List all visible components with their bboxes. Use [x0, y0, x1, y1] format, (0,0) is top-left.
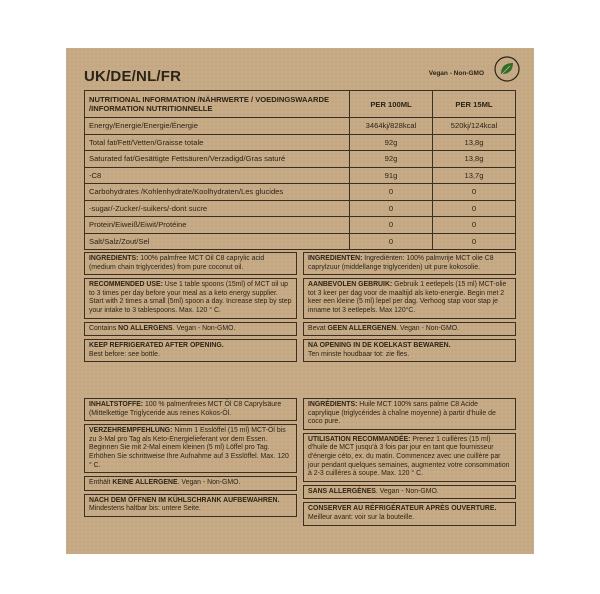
allergen-prefix: Bevat: [308, 324, 328, 332]
value-15ml: 0: [433, 184, 516, 201]
best-before-text: Mindestens haltbar bis: untere Seite.: [89, 505, 201, 513]
allergen-emphasis: GEEN ALLERGENEN: [327, 324, 397, 332]
de-info-block: [84, 398, 297, 520]
value-100ml: 0: [350, 184, 433, 201]
ingredients-label: INHALTSTOFFE:: [89, 401, 144, 408]
ingredients-box: [303, 252, 516, 275]
ingredients-text: 100% palmfree MCT Oil C8 caprylic acid (medium chain triglycerides) from pure coconut oil.: [89, 255, 265, 271]
nl-info-block: [303, 252, 516, 365]
storage-box: [303, 339, 516, 362]
value-100ml: 0: [350, 200, 433, 217]
storage-box: [84, 494, 297, 517]
recommended-use-label: UTILISATION RECOMMANDÉE:: [308, 435, 411, 443]
recommended-use-text: Gebruik 1 eetlepels (15 ml) MCT-olie tot 3 keer per dag voor de maaltijd als keto-energie. Begin met 2 keer een kleine (5 ml) lepel per dag. Verhoog stap voor stap je inname tot 3 eetlepels. Max 120°C.: [308, 281, 507, 314]
recommended-use-text: Prenez 1 cuillères (15 ml) d'huile de MCT jusqu'à 3 fois par jour en tant que fournisseur d'énergie céto, ex. du matin. Commencez avec une cuillère par jour pendant quelques semaines, augmentez votre consommation à 2-3 cuillères à soupe. Max. 120 ° C.: [308, 435, 510, 478]
leaf-icon: [494, 56, 520, 82]
ingredients-label: INGREDIENTS:: [89, 255, 139, 262]
value-15ml: 0: [433, 217, 516, 234]
table-row: [85, 217, 516, 234]
recommended-use-box: [303, 433, 516, 482]
allergen-suffix: . Vegan - Non-GMO.: [396, 324, 460, 332]
per-15ml-header: PER 15ML: [433, 91, 516, 118]
recommended-use-box: [303, 278, 516, 318]
best-before-text: Best before: see bottle.: [89, 350, 160, 358]
table-row: [85, 151, 516, 168]
value-100ml: 92g: [350, 151, 433, 168]
nutrient-label: Saturated fat/Gesättigte Fettsäuren/Verzadigd/Gras saturé: [85, 151, 350, 168]
value-15ml: 13,8g: [433, 134, 516, 151]
recommended-use-label: AANBEVOLEN GEBRUIK:: [308, 281, 393, 289]
recommended-use-box: [84, 424, 297, 473]
allergen-suffix: . Vegan - Non-GMO.: [177, 479, 241, 487]
best-before-text: Meilleur avant: voir sur la bouteille.: [308, 513, 415, 521]
storage-instruction: NA OPENING IN DE KOELKAST BEWAREN.: [308, 342, 451, 350]
value-15ml: 13,7g: [433, 167, 516, 184]
uk-info-block: [84, 252, 297, 365]
table-row: [85, 118, 516, 135]
recommended-use-box: [84, 278, 297, 318]
allergen-box: [84, 322, 297, 337]
allergen-box: [303, 322, 516, 337]
value-100ml: 91g: [350, 167, 433, 184]
nutrition-table-header: NUTRITIONAL INFORMATION /NÄHRWERTE / VOEDINGSWAARDE /INFORMATION NUTRITIONNELLE: [85, 91, 350, 118]
allergen-prefix: Contains: [89, 324, 119, 332]
table-row: [85, 233, 516, 250]
value-100ml: 0: [350, 217, 433, 234]
value-15ml: 520kj/124kcal: [433, 118, 516, 135]
allergen-emphasis: SANS ALLERGÈNES: [308, 487, 376, 495]
storage-instruction: NACH DEM ÖFFNEN IM KÜHLSCHRANK AUFBEWAHREN.: [89, 496, 280, 504]
recommended-use-label: VERZEHREMPFEHLUNG:: [89, 427, 173, 435]
ingredients-label: INGREDIENTEN:: [308, 255, 363, 262]
allergen-suffix: . Vegan - Non-GMO.: [172, 324, 236, 332]
ingredients-text: Huile MCT 100% sans palme C8 Acide caprylique (triglycérides à chaîne moyenne) à partir d'huile de coco pure.: [308, 401, 496, 426]
best-before-text: Ten minste houdbaar tot: zie fles.: [308, 350, 410, 358]
ingredients-box: [84, 398, 297, 421]
storage-instruction: CONSERVER AU RÉFRIGÉRATEUR APRÈS OUVERTURE.: [308, 505, 497, 513]
ingredients-box: [84, 252, 297, 275]
ingredients-label: INGRÉDIENTS:: [308, 401, 358, 408]
table-row: [85, 134, 516, 151]
nutrient-label: Energy/Energie/Energie/Énergie: [85, 118, 350, 135]
allergen-box: [84, 476, 297, 491]
ingredients-box: [303, 398, 516, 430]
per-100ml-header: PER 100ML: [350, 91, 433, 118]
nutrient-label: -sugar/-Zucker/-suikers/-dont sucre: [85, 200, 350, 217]
nutrition-table: [84, 90, 516, 250]
table-row: [85, 167, 516, 184]
region-codes: UK/DE/NL/FR: [84, 68, 182, 85]
value-15ml: 0: [433, 200, 516, 217]
allergen-emphasis: KEINE ALLERGENE: [112, 479, 178, 487]
recommended-use-text: Use 1 table spoons (15ml) of MCT oil up to 3 times per day before your meal as a keto energy supplier. Start with 2 times a small (5ml) spoon a day. Increase step by step your intake to 3 tablespoons. Max. 120 ° C.: [89, 281, 292, 314]
nutrient-label: Salt/Salz/Zout/Sel: [85, 233, 350, 250]
value-15ml: 13,8g: [433, 151, 516, 168]
table-row: [85, 200, 516, 217]
storage-box: [303, 502, 516, 525]
table-row: [85, 184, 516, 201]
value-100ml: 92g: [350, 134, 433, 151]
allergen-suffix: . Vegan - Non-GMO.: [375, 487, 439, 495]
ingredients-text: 100 % palmenfreies MCT Öl C8 Caprylsäure (Mittelkettige Triglyceride aus reines Kokos-Öl.: [89, 401, 282, 417]
recommended-use-label: RECOMMENDED USE:: [89, 281, 163, 289]
storage-box: [84, 339, 297, 362]
value-100ml: 3464kj/828kcal: [350, 118, 433, 135]
fr-info-block: [303, 398, 516, 529]
nutrient-label: Total fat/Fett/Vetten/Graisse totale: [85, 134, 350, 151]
product-label: [66, 48, 534, 554]
value-100ml: 0: [350, 233, 433, 250]
allergen-box: [303, 485, 516, 500]
vegan-tagline: Vegan - Non-GMO: [428, 70, 484, 77]
nutrient-label: Protein/Eiweiß/Eiwit/Protéine: [85, 217, 350, 234]
allergen-emphasis: NO ALLERGENS: [118, 324, 173, 332]
ingredients-text: Ingrediënten: 100% palmvrije MCT olie C8 caprylzuur (middellange triglyceriden) uit pure kokosolie.: [308, 255, 494, 271]
storage-instruction: KEEP REFRIGERATED AFTER OPENING.: [89, 342, 224, 350]
recommended-use-text: Nimm 1 Esslöffel (15 ml) MCT-Öl bis zu 3-Mal pro Tag als Keto-Energielieferant vor dem Essen. Beginnen Sie mit 2-Mal einem kleinen (5 ml) Löffel pro Tag. Erhöhen Sie schrittweise Ihre Aufnahme auf 3 Esslöffel. Max. 120 ° C.: [89, 427, 289, 469]
nutrient-label: Carbohydrates /Kohlenhydrate/Koolhydraten/Les glucides: [85, 184, 350, 201]
allergen-prefix: Enthält: [89, 479, 113, 487]
value-15ml: 0: [433, 233, 516, 250]
nutrient-label: -C8: [85, 167, 350, 184]
